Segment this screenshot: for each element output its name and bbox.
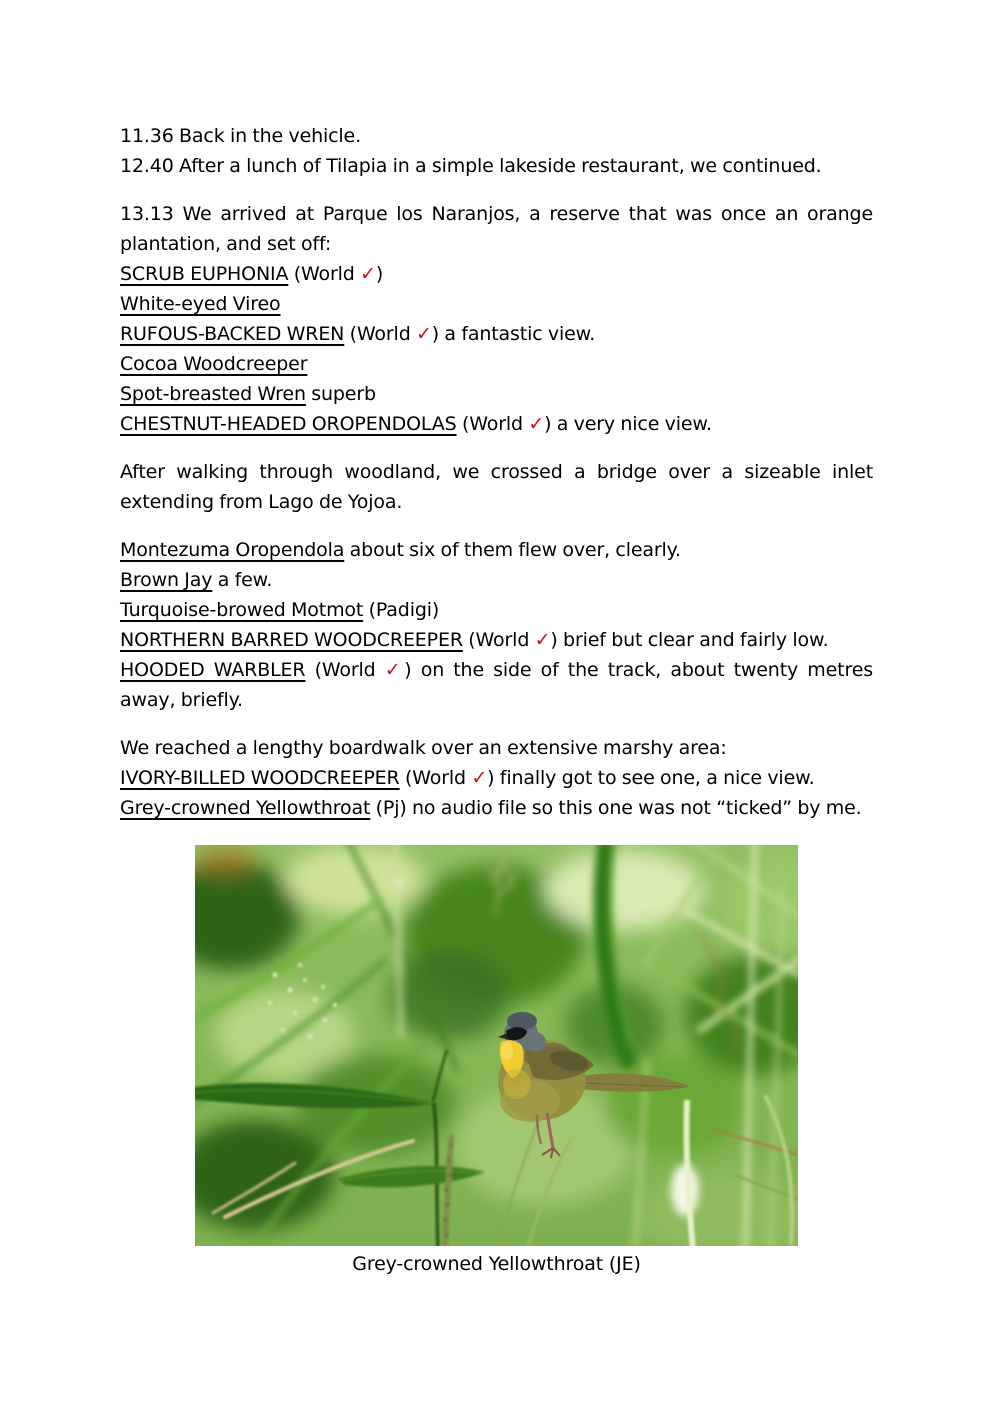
red-tick-icon: ✓	[534, 629, 551, 651]
bird-crown	[507, 1012, 537, 1030]
log-entry-1136	[120, 121, 873, 151]
sighting-note: (Pj) no audio file so this one was not “ticked” by me.	[370, 797, 862, 819]
bird-name: Montezuma Oropendola	[120, 539, 345, 561]
bird-name: RUFOUS-BACKED WREN	[120, 323, 345, 345]
sighting-white-eyed-vireo	[120, 289, 873, 319]
sighting-pre: (World	[305, 659, 385, 681]
bird-name: Cocoa Woodcreeper	[120, 353, 308, 375]
sighting-note: (Padigi)	[363, 599, 440, 621]
sighting-ivory-billed-woodcreeper	[120, 763, 873, 793]
sighting-pre: (World	[399, 767, 472, 789]
bird-name: Turquoise-browed Motmot	[120, 599, 364, 621]
bird-name: White-eyed Vireo	[120, 293, 281, 315]
sighting-note: superb	[305, 383, 376, 405]
sighting-post: ) finally got to see one, a nice view.	[487, 767, 815, 789]
sighting-spot-breasted-wren	[120, 379, 873, 409]
bird-name: CHESTNUT-HEADED OROPENDOLAS	[120, 413, 457, 435]
sighting-post: ) a very nice view.	[544, 413, 712, 435]
sighting-post: ) on the side of the track, about twenty metres away, briefly.	[120, 659, 873, 711]
red-tick-icon: ✓	[471, 767, 488, 789]
sighting-pre: (World	[288, 263, 361, 285]
sighting-brown-jay	[120, 565, 873, 595]
red-tick-icon: ✓	[528, 413, 545, 435]
boardwalk-paragraph	[120, 733, 873, 763]
bird-name: NORTHERN BARRED WOODCREEPER	[120, 629, 463, 651]
sighting-post: ) a fantastic view.	[431, 323, 596, 345]
sighting-post: ) brief but clear and fairly low.	[550, 629, 829, 651]
sighting-turquoise-browed-motmot	[120, 595, 873, 625]
bird-photo-figure	[195, 845, 798, 1279]
sighting-hooded-warbler	[120, 655, 873, 715]
sighting-chestnut-headed-oropendolas	[120, 409, 873, 439]
sighting-rufous-backed-wren	[120, 319, 873, 349]
sighting-pre: (World	[344, 323, 416, 345]
document-page	[120, 121, 873, 1279]
bird-name: IVORY-BILLED WOODCREEPER	[120, 767, 400, 789]
red-tick-icon: ✓	[384, 659, 405, 681]
log-entry-text: 11.36 Back in the vehicle.	[120, 125, 361, 147]
sighting-montezuma-oropendola	[120, 535, 873, 565]
bird-name: SCRUB EUPHONIA	[120, 263, 289, 285]
sighting-pre: (World	[462, 629, 535, 651]
sighting-pre: (World	[456, 413, 529, 435]
sighting-post: )	[375, 263, 384, 285]
red-tick-icon: ✓	[416, 323, 432, 345]
sighting-northern-barred-woodcreeper	[120, 625, 873, 655]
log-entry-text: 12.40 After a lunch of Tilapia in a simple lakeside restaurant, we continued.	[120, 155, 822, 177]
narrative-text: We reached a lengthy boardwalk over an extensive marshy area:	[120, 737, 727, 759]
bridge-paragraph	[120, 457, 873, 517]
log-entry-1240	[120, 151, 873, 181]
log-entry-text: 13.13 We arrived at Parque los Naranjos, a reserve that was once an orange plantation, and set off:	[120, 203, 873, 255]
bird-photo	[195, 845, 798, 1246]
sighting-grey-crowned-yellowthroat	[120, 793, 873, 823]
bird-name: Grey-crowned Yellowthroat	[120, 797, 371, 819]
narrative-text: After walking through woodland, we crossed a bridge over a sizeable inlet extending from Lago de Yojoa.	[120, 461, 873, 513]
sighting-cocoa-woodcreeper	[120, 349, 873, 379]
sighting-note: a few.	[212, 569, 273, 591]
photo-caption: Grey-crowned Yellowthroat (JE)	[352, 1253, 641, 1275]
sighting-scrub-euphonia	[120, 259, 873, 289]
sighting-note: about six of them flew over, clearly.	[344, 539, 681, 561]
bird-name: Spot-breasted Wren	[120, 383, 306, 405]
bird-name: HOODED WARBLER	[120, 659, 306, 681]
bird-name: Brown Jay	[120, 569, 213, 591]
red-tick-icon: ✓	[360, 263, 376, 285]
log-entry-1313	[120, 199, 873, 259]
